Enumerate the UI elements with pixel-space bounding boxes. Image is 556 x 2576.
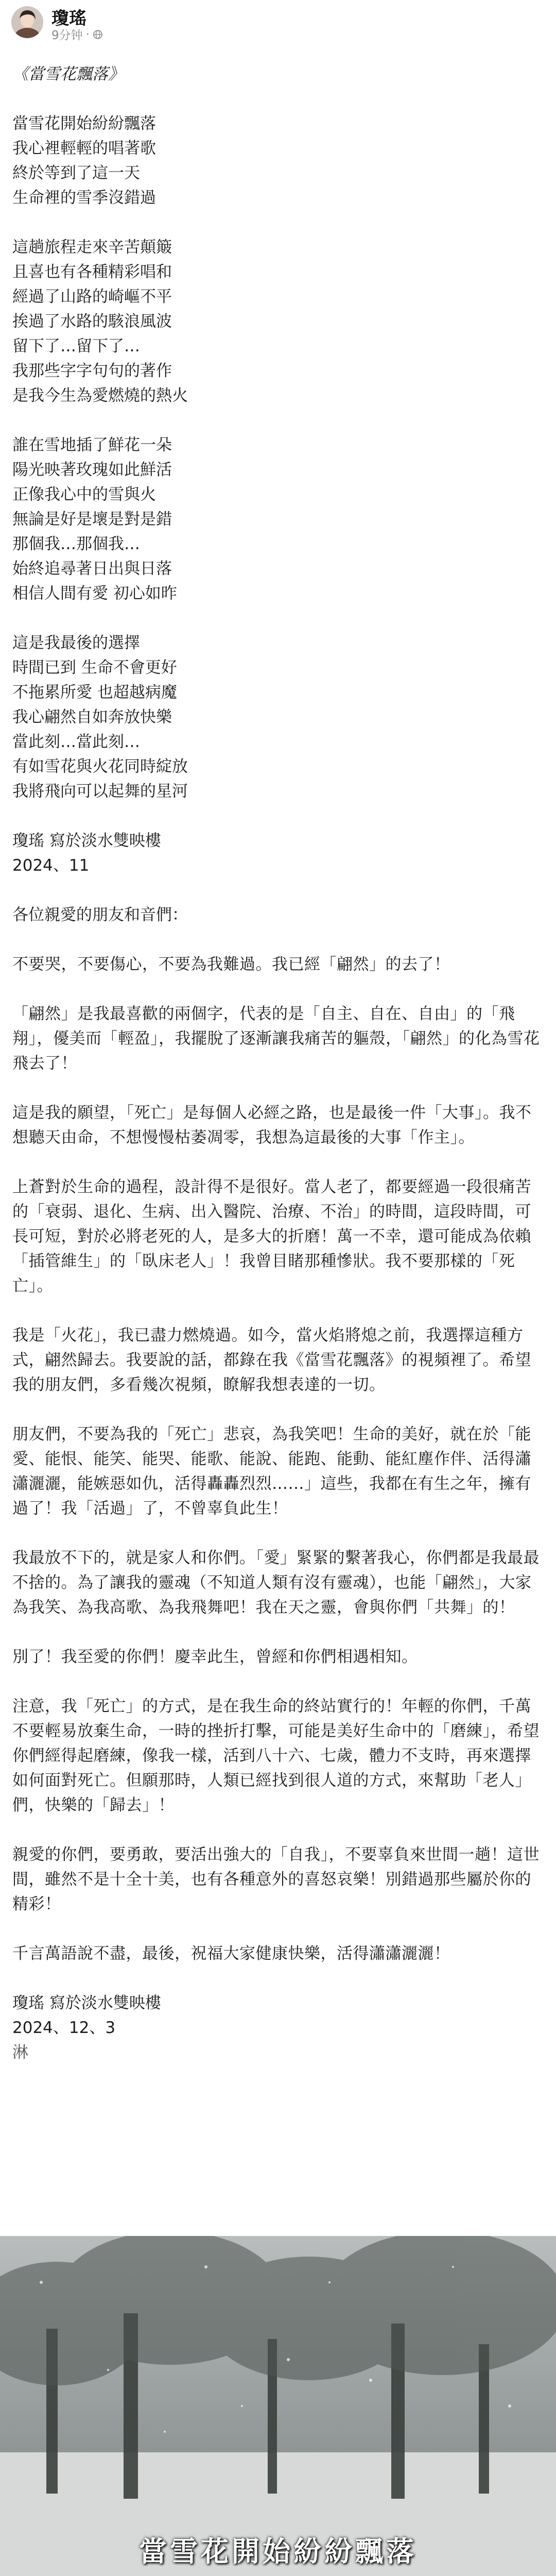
truncated-line: 淋 [12, 2043, 28, 2062]
poem-line: 經過了山路的崎嶇不平 [12, 287, 172, 306]
blank-line [12, 1818, 544, 1842]
poem-line: 陽光映著玫瑰如此鮮活 [12, 461, 172, 479]
poem-line: 誰在雪地插了鮮花一朵 [12, 436, 172, 454]
poem-line: 且喜也有各種精彩唱和 [12, 263, 172, 281]
video-player[interactable] [0, 2236, 556, 2576]
letter-paragraph: 「翩然」是我最喜歡的兩個字，代表的是「自主、自在、自由」的「飛翔」，優美而「輕盈」，我擺脫了逐漸讓我痛苦的軀殼，「翩然」的化為雪花飛去了！ [12, 1005, 540, 1073]
poem-line: 終於等到了這一天 [12, 164, 140, 182]
poem-line: 我那些字字句句的著作 [12, 362, 172, 380]
poem-line: 有如雪花與火花同時綻放 [12, 757, 188, 776]
poem-line: 那個我…那個我… [12, 535, 140, 553]
poem-section [12, 62, 544, 952]
blank-line [12, 977, 544, 1002]
letter-paragraph: 千言萬語說不盡，最後，祝福大家健康快樂，活得瀟瀟灑灑！ [12, 1944, 450, 1963]
poem-line: 這趟旅程走來辛苦顛簸 [12, 238, 172, 257]
poem-line: 我將飛向可以起舞的星河 [12, 782, 188, 801]
letter-paragraph: 親愛的你們，要勇敢，要活出強大的「自我」，不要辜負來世間一趟！這世間，雖然不是十全十美，也有各種意外的喜怒哀樂！別錯過那些屬於你的精彩！ [12, 1845, 540, 1913]
video-frame [0, 2236, 556, 2576]
blank-line [12, 804, 544, 828]
blank-line [12, 1521, 544, 1546]
blank-line [12, 1397, 544, 1422]
letter-section [12, 952, 544, 1991]
post-timestamp[interactable]: 9分钟 [51, 29, 83, 42]
poem-line: 正像我心中的雪與火 [12, 485, 156, 504]
globe-icon [93, 29, 103, 40]
poem-line: 我心裡輕輕的唱著歌 [12, 139, 156, 158]
letter-paragraph: 別了！我至愛的你們！慶幸此生，曾經和你們相遇相知。 [12, 1648, 418, 1666]
letter-paragraph: 這是我的願望，「死亡」是每個人必經之路，也是最後一件「大事」。我不想聽天由命，不想慢慢枯萎凋零，我想為這最後的大事「作主」。 [12, 1104, 532, 1147]
blank-line [12, 927, 544, 952]
poem-line: 我心翩然自如奔放快樂 [12, 708, 172, 726]
separator-dot: · [85, 27, 90, 41]
letter-paragraph: 注意，我「死亡」的方式，是在我生命的終站實行的！年輕的你們，千萬不要輕易放棄生命，一時的挫折打擊，可能是美好生命中的「磨練」，希望你們經得起磨練，像我一樣，活到八十六、七歲，體力不支時，再來選擇如何面對死亡。但願那時，人類已經找到很人道的方式，來幫助「老人」們，快樂的「歸去」！ [12, 1697, 540, 1815]
poem-line: 《當雪花飄落》 [12, 65, 124, 83]
signature-date: 2024、12、3 [12, 2019, 116, 2037]
poem-line: 相信人間有愛 初心如昨 [12, 584, 177, 603]
poem-line: 2024、11 [12, 856, 90, 875]
blank-line [12, 1150, 544, 1175]
blank-line [12, 1076, 544, 1100]
poem-line: 始終追尋著日出與日落 [12, 560, 172, 578]
poem-line: 當此刻…當此刻… [12, 733, 140, 751]
blank-line [12, 408, 544, 433]
blank-line [12, 1620, 544, 1645]
blank-line [12, 1669, 544, 1694]
avatar-image [11, 6, 43, 38]
poem-line: 瓊瑤 寫於淡水雙映樓 [12, 832, 161, 850]
poem-line: 留下了…留下了… [12, 337, 140, 355]
post-body [12, 62, 544, 2065]
letter-paragraph: 朋友們，不要為我的「死亡」悲哀，為我笑吧！生命的美好，就在於「能愛、能恨、能笑、能哭、能歌、能說、能跑、能動、能紅塵作伴、活得瀟瀟灑灑，能嫉惡如仇，活得轟轟烈烈……」這些，我都在有生之年，擁有過了！我「活過」了，不曾辜負此生！ [12, 1425, 531, 1518]
blank-line [12, 210, 544, 235]
blank-line [12, 878, 544, 903]
poem-line: 生命裡的雪季沒錯過 [12, 189, 156, 207]
letter-paragraph: 我最放不下的，就是家人和你們。「愛」緊緊的繫著我心，你們都是我最最不捨的。為了讓我的靈魂（不知道人類有沒有靈魂），也能「翩然」，大家為我笑、為我高歌、為我飛舞吧！我在天之靈，會與你們「共舞」的！ [12, 1549, 540, 1617]
author-avatar[interactable] [11, 6, 43, 38]
blank-line [12, 1966, 544, 1991]
poem-line: 時間已到 生命不會更好 [12, 658, 177, 677]
poem-line: 各位親愛的朋友和音們： [12, 906, 188, 924]
poem-line: 是我今生為愛燃燒的熱火 [12, 386, 188, 405]
poem-line: 挨過了水路的駭浪風波 [12, 312, 172, 331]
poem-line: 這是我最後的選擇 [12, 634, 140, 652]
blank-line [12, 87, 544, 111]
blank-line [12, 1298, 544, 1323]
letter-paragraph: 我是「火花」，我已盡力燃燒過。如今，當火焰將熄之前，我選擇這種方式，翩然歸去。我要說的話，都錄在我《當雪花飄落》的視頻裡了。希望我的朋友們，多看幾次視頻，瞭解我想表達的一切。 [12, 1326, 531, 1394]
letter-paragraph: 上蒼對於生命的過程，設計得不是很好。當人老了，都要經過一段很痛苦的「衰弱、退化、生病、出入醫院、治療、不治」的時間，這段時間，可長可短，對於必將老死的人，是多大的折磨！萬一不幸，還可能成為依賴「插管維生」的「臥床老人」！我曾目睹那種慘狀。我不要那樣的「死亡」。 [12, 1178, 531, 1295]
video-subtitle: 當雪花開始紛紛飄落 [139, 2535, 417, 2568]
post-header [0, 0, 556, 42]
poem-line: 當雪花開始紛紛飄落 [12, 114, 156, 133]
letter-paragraph: 不要哭，不要傷心，不要為我難過。我已經「翩然」的去了！ [12, 955, 450, 974]
author-name[interactable]: 瓊瑤 [51, 8, 86, 29]
post-meta [51, 26, 103, 43]
poem-line: 不拖累所愛 也超越病魔 [12, 683, 177, 702]
blank-line [12, 1917, 544, 1941]
blank-line [12, 606, 544, 631]
signature: 瓊瑤 寫於淡水雙映樓 [12, 1994, 161, 2012]
poem-line: 無論是好是壞是對是錯 [12, 510, 172, 529]
